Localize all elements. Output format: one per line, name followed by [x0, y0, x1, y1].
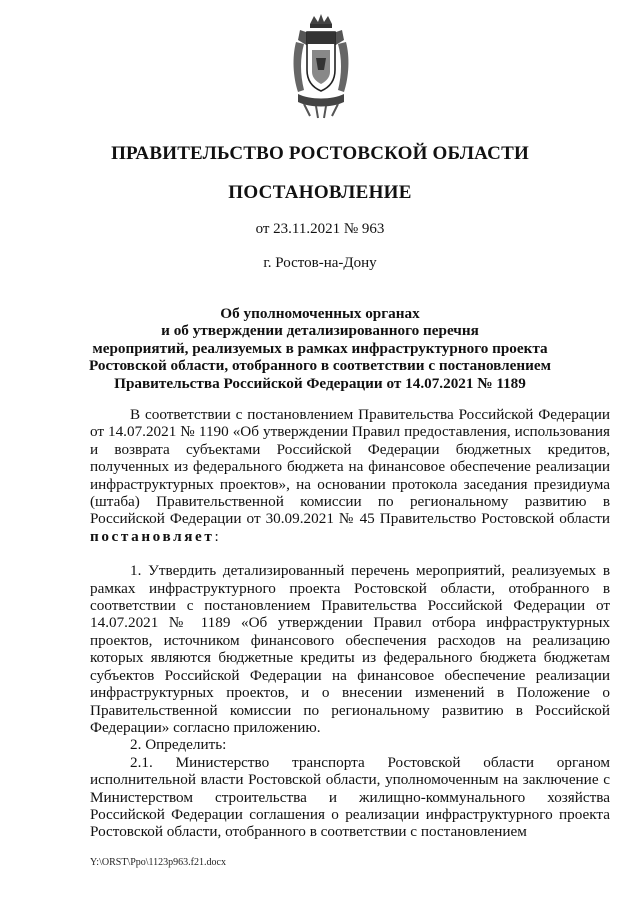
- government-name: ПРАВИТЕЛЬСТВО РОСТОВСКОЙ ОБЛАСТИ: [111, 143, 529, 164]
- preamble-emphasis: постановляет: [90, 527, 215, 545]
- item-paragraph: 1. Утвердить детализированный перечень мероприятий, реализуемых в рамках инфраструктурного проекта Ростовской области, отобранного в соответствии с постановлением Правительства Российской Федерации от 14.07.2021 № 1189 «Об утверждении Правил отбора инфраструктурных проектов, источником финансового обеспечения расходов на реализацию которых являются бюджетные кредиты из федерального бюджета бюджетам субъектов Российской Федерации на финансовое обеспечение реализации инфраструктурных проектов, и о внесении изменений в Положение о Правительственной комиссии по региональному развитию в Российской Федерации» согласно приложению.: [90, 562, 610, 736]
- item-paragraph: 2.1. Министерство транспорта Ростовской области органом исполнительной власти Ростовской области, уполномоченным на заключение с Министерством строительства и жилищно-коммунального хозяйства Российской Федерации соглашения о реализации инфраструктурного проекта Ростовской области, отобранного в соответствии с постановлением: [90, 753, 610, 841]
- document-city: г. Ростов-на-Дону: [263, 255, 377, 271]
- title-line: Об уполномоченных органах: [220, 305, 420, 322]
- preamble-text: В соответствии с постановлением Правительства Российской Федерации от 14.07.2021 № 1190 «Об утверждении Правил предоставления, использования и возврата субъектами Российской Федерации бюджетных кредитов, полученных из федерального бюджета на финансовое обеспечение реализации инфраструктурных проектов», на основании протокола заседания президиума (штаба) Правительственной комиссии по региональному развитию в Российской Федерации от 30.09.2021 № 45 Правительство Ростовской области: [90, 406, 610, 528]
- document-date-number: от 23.11.2021 № 963: [255, 221, 385, 237]
- document-body: [90, 406, 610, 841]
- title-line: Правительства Российской Федерации от 14.07.2021 № 1189: [114, 374, 526, 392]
- title-line: Ростовской области, отобранного в соответствии с постановлением: [88, 357, 552, 375]
- file-path: Y:\ORST\Ppo\1123p963.f21.docx: [90, 857, 226, 868]
- coat-of-arms-icon: [290, 12, 352, 122]
- title-line: и об утверждении детализированного перечня: [161, 322, 479, 340]
- preamble-end: :: [214, 527, 219, 545]
- document-title: [60, 305, 580, 392]
- document-type: ПОСТАНОВЛЕНИЕ: [228, 182, 412, 203]
- preamble-paragraph: [90, 406, 610, 545]
- item-paragraph: 2. Определить:: [130, 736, 227, 754]
- title-line: мероприятий, реализуемых в рамках инфраструктурного проекта: [92, 339, 548, 357]
